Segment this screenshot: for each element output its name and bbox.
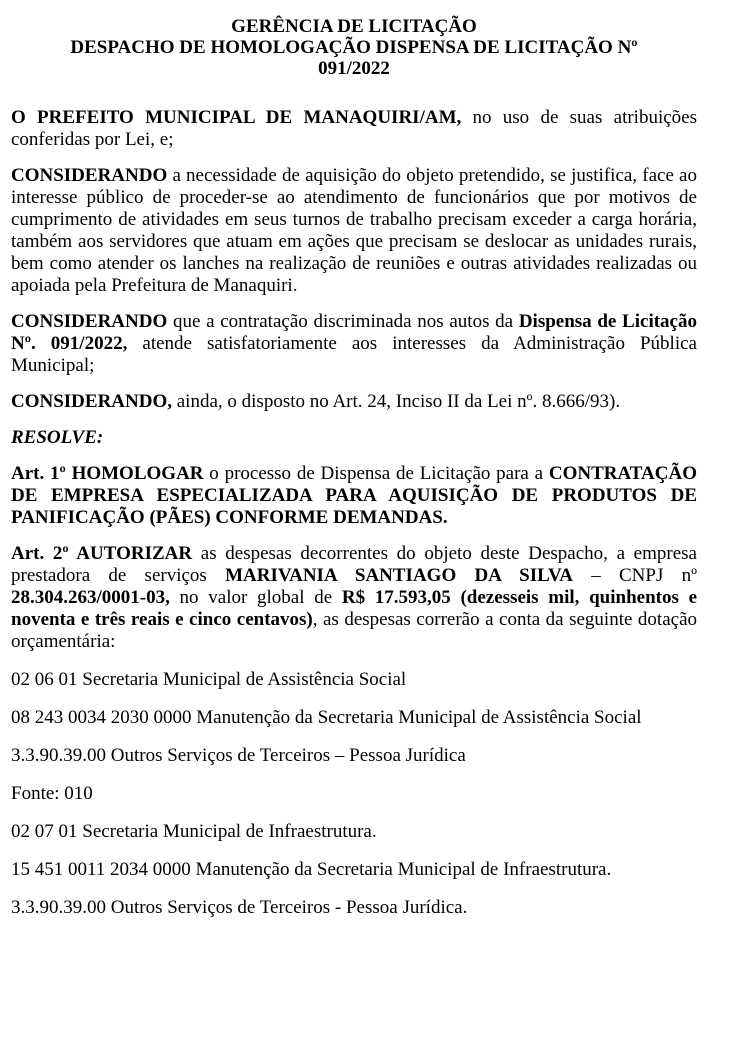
header-department: GERÊNCIA DE LICITAÇÃO: [231, 16, 477, 37]
dispensa-reference: Dispensa de Licitação Nº. 091/2022,: [11, 311, 697, 354]
article-1-text: o processo de Dispensa de Licitação para a: [203, 463, 549, 484]
cnpj-number: 28.304.263/0001-03,: [11, 587, 170, 608]
dotacao-line: Fonte: 010: [11, 783, 93, 804]
article-2-text-d: , as despesas correrão a conta da seguinte dotação orçamentária:: [11, 609, 697, 652]
dotacao-line: 02 07 01 Secretaria Municipal de Infraestrutura.: [11, 821, 377, 842]
resolve-heading: RESOLVE:: [11, 427, 104, 448]
considerando-paragraph-1: [11, 165, 697, 297]
article-2-text-a: as despesas decorrentes do objeto deste Despacho, a empresa prestadora de serviços: [11, 543, 697, 586]
considerando-text-3: ainda, o disposto no Art. 24, Inciso II da Lei nº. 8.666/93).: [172, 391, 621, 412]
considerando-paragraph-2: [11, 311, 697, 377]
global-value: R$ 17.593,05 (dezesseis mil, quinhentos e noventa e três reais e cinco centavos): [11, 587, 697, 630]
considerando-text-1: a necessidade de aquisição do objeto pretendido, se justifica, face ao interesse público de proceder-se ao atendimento de funcionários que por motivos de cumprimento de atividades em seus turnos de trabalho precisam exceder a carga horária, também aos servidores que atuam em ações que precisam se deslocar as unidades rurais, bem como atender os lanches na realização de reuniões e outras atividades realizadas ou apoiada pela Prefeitura de Manaquiri.: [11, 165, 697, 296]
considerando-label-3: CONSIDERANDO,: [11, 391, 172, 412]
considerando-label-1: CONSIDERANDO: [11, 165, 168, 186]
article-2-text-b: – CNPJ nº: [573, 565, 698, 586]
considerando-text-2b: atende satisfatoriamente aos interesses da Administração Pública Municipal;: [11, 333, 697, 376]
header-title: DESPACHO DE HOMOLOGAÇÃO DISPENSA DE LICITAÇÃO Nº: [70, 37, 638, 58]
intro-paragraph: [11, 107, 697, 151]
dotacao-line: 15 451 0011 2034 0000 Manutenção da Secretaria Municipal de Infraestrutura.: [11, 859, 612, 880]
document-header: [11, 16, 697, 79]
dotacao-line: 3.3.90.39.00 Outros Serviços de Terceiros - Pessoa Jurídica.: [11, 897, 468, 918]
intro-authority: O PREFEITO MUNICIPAL DE MANAQUIRI/AM,: [11, 107, 462, 128]
article-1-object: CONTRATAÇÃO DE EMPRESA ESPECIALIZADA PARA AQUISIÇÃO DE PRODUTOS DE PANIFICAÇÃO (PÃES) CONFORME DEMANDAS.: [11, 463, 697, 528]
dotacao-line: 3.3.90.39.00 Outros Serviços de Terceiros – Pessoa Jurídica: [11, 745, 466, 766]
article-2: [11, 543, 697, 653]
article-1: [11, 463, 697, 529]
article-2-label: Art. 2º AUTORIZAR: [11, 543, 193, 564]
company-name: MARIVANIA SANTIAGO DA SILVA: [225, 565, 574, 586]
considerando-text-2a: que a contratação discriminada nos autos da: [167, 311, 519, 332]
article-1-label: Art. 1º HOMOLOGAR: [11, 463, 204, 484]
article-2-text-c: no valor global de: [169, 587, 342, 608]
considerando-paragraph-3: [11, 391, 697, 413]
intro-text: no uso de suas atribuições conferidas por Lei, e;: [11, 107, 698, 150]
dotacao-line: 08 243 0034 2030 0000 Manutenção da Secretaria Municipal de Assistência Social: [11, 707, 642, 728]
dotacao-line: 02 06 01 Secretaria Municipal de Assistência Social: [11, 669, 407, 690]
considerando-label-2: CONSIDERANDO: [11, 311, 168, 332]
header-number: 091/2022: [318, 58, 390, 79]
